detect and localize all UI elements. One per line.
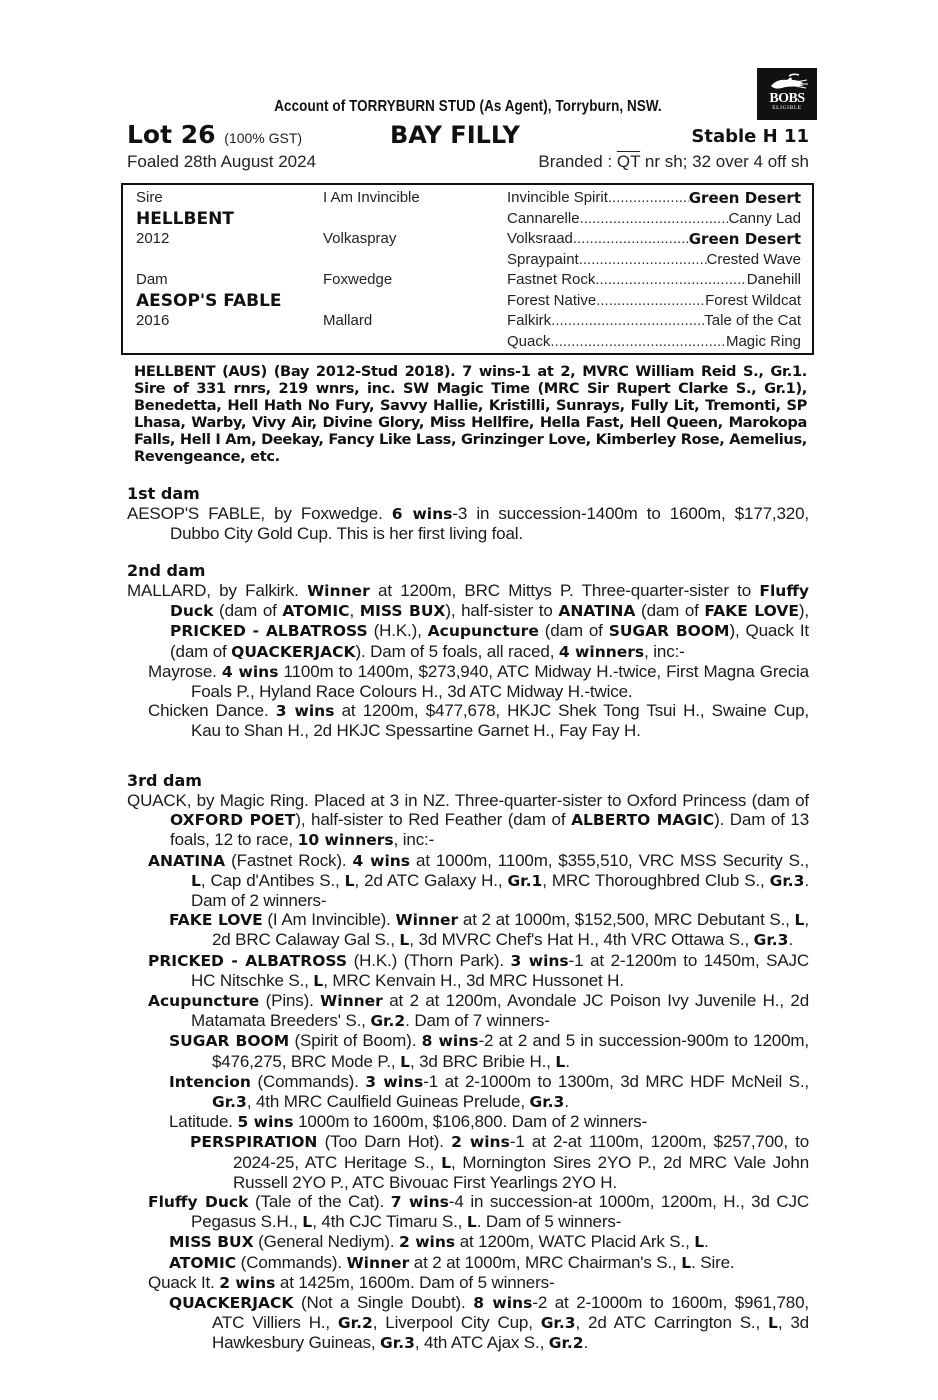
bold-run: MISS BUX — [169, 1233, 254, 1252]
bold-run: PRICKED - ALBATROSS — [170, 622, 368, 641]
dam-entry — [127, 951, 809, 991]
text-run: . — [788, 930, 794, 950]
text-run: ). Dam of 13 foals, 12 to race, — [170, 810, 810, 850]
text-run: ), half-sister to — [445, 601, 559, 621]
text-run: at 1200m, BRC Mittys P. Three-quarter-sister to — [369, 581, 760, 600]
text-run: . — [704, 1232, 709, 1252]
bobs-eligible-logo — [757, 68, 817, 120]
pedigree-row — [507, 270, 801, 291]
text-run: , Mornington Sires 2YO P., 2d MRC Vale John Russell 2YO P., ATC Bivouac First Yearlings 2YO H. — [233, 1152, 810, 1192]
bold-run: L — [191, 871, 201, 890]
pedigree-cell — [136, 332, 326, 353]
bold-run: L — [681, 1253, 692, 1272]
pedigree-cell — [136, 250, 326, 271]
gst-note: (100% GST) — [224, 130, 303, 146]
pedigree-cell: 2012 — [136, 230, 170, 247]
bold-run: QUACKERJACK — [169, 1294, 294, 1313]
bold-run: 3 wins — [275, 702, 335, 721]
text-run: at 1200m, $477,678, HKJC Shek Tong Tsui H., Swaine Cup, Kau to Shan H., 2d HKJC Spessartine Garnet H., Fay Fay H. — [191, 701, 810, 741]
dot-leader — [550, 332, 726, 353]
text-run: -2 at 2 and 5 in succession-900m to 1200m, $476,275, BRC Mode P., — [212, 1031, 809, 1071]
bold-run: 5 wins — [237, 1113, 294, 1132]
pedigree-col-parents — [136, 188, 326, 352]
section-heading: 1st dam — [127, 484, 200, 503]
bold-run: 2 wins — [399, 1233, 456, 1252]
ancestor-sire: Crested Wave — [706, 250, 801, 268]
bold-run: ANATINA — [558, 602, 636, 621]
section-1st-dam — [127, 484, 809, 543]
bold-run: Gr.2 — [337, 1314, 373, 1333]
text-run: -4 in succession-at 1000m, 1200m, H., 3d CJC Pegasus S.H., — [191, 1192, 810, 1232]
text-run: , inc:- — [393, 830, 435, 850]
ancestor-sire: Magic Ring — [725, 332, 801, 350]
text-run: (Spirit of Boom). — [289, 1031, 422, 1051]
text-run: , 2d BRC Calaway Gal S., — [212, 910, 809, 950]
text-run: (Not a Single Doubt). — [293, 1293, 474, 1313]
dot-leader — [579, 250, 707, 271]
horse-description: BAY FILLY — [390, 121, 520, 149]
text-run: (Too Darn Hot). — [317, 1132, 452, 1152]
foaled-date: Foaled 28th August 2024 — [127, 152, 317, 171]
bold-run: OXFORD POET — [170, 811, 296, 830]
text-run: (dam of — [538, 621, 609, 641]
pedigree-row — [507, 311, 801, 332]
ancestor-sire: Danehill — [746, 271, 801, 288]
bold-run: Fluffy Duck — [170, 582, 809, 621]
pedigree-cell: 2016 — [136, 312, 170, 329]
bold-run: Intencion — [169, 1072, 251, 1091]
bold-run: L — [694, 1233, 705, 1252]
bold-run: PRICKED - ALBATROSS — [148, 951, 347, 970]
text-run: (dam of — [213, 601, 283, 621]
text-run: , 2d ATC Carrington S., — [575, 1313, 768, 1333]
ancestor-sire: Green Desert — [688, 230, 801, 248]
bold-run: 2 wins — [451, 1133, 510, 1152]
horse-head-icon — [765, 72, 809, 92]
text-run: -1 at 2-1200m to 1450m, SAJC HC Nitschke S., — [191, 950, 810, 990]
bold-run: L — [794, 911, 805, 930]
text-run: at 2 at 1000m, $152,500, MRC Debutant S., — [458, 910, 795, 930]
text-run: ). Dam of 5 foals, all raced, — [355, 641, 559, 661]
pedigree-col-grandparents — [323, 188, 503, 352]
text-run: at 2 at 1200m, Avondale JC Poison Ivy Juvenile H., 2d Matamata Breeders' S., — [191, 991, 809, 1031]
bold-run: L — [302, 1213, 313, 1232]
text-run: at 2 at 1000m, MRC Chairman's S., — [409, 1252, 682, 1272]
bold-run: L — [313, 971, 324, 990]
bold-run: ANATINA — [148, 851, 226, 870]
bold-run: L — [344, 871, 355, 890]
pedigree-row — [507, 229, 801, 250]
logo-eligible-text: ELIGIBLE — [772, 105, 802, 111]
bold-run: 6 wins — [391, 505, 453, 523]
text-run: 1100m to 1400m, $273,940, ATC Midway H.-twice, First Magna Grecia Foals P., Hyland Race Colours H., 3d ATC Midway H.-twice. — [191, 661, 809, 702]
section-heading: 2nd dam — [127, 561, 206, 580]
text-run: (Tale of the Cat). — [248, 1192, 391, 1212]
ancestor-sire: Tale of the Cat — [704, 312, 801, 329]
ancestor-sire: Green Desert — [688, 189, 801, 207]
bold-run: Gr.2 — [370, 1012, 406, 1031]
bold-run: Acupuncture — [148, 992, 260, 1011]
pedigree-row — [507, 209, 801, 230]
text-run: ), — [798, 601, 810, 621]
bold-run: Gr.3 — [380, 1334, 415, 1353]
bold-run: Gr.3 — [529, 1093, 565, 1112]
dam-entry — [127, 851, 809, 911]
bold-run: FAKE LOVE — [704, 602, 799, 621]
text-run: . Dam of 7 winners- — [405, 1011, 550, 1031]
pedigree-row — [507, 291, 801, 312]
pedigree-cell — [323, 250, 503, 271]
text-run: , 3d BRC Bribie H., — [409, 1051, 556, 1071]
text-run: , 3d MVRC Chef's Hat H., 4th VRC Ottawa S., — [409, 930, 754, 950]
bold-run: 7 wins — [390, 1193, 449, 1212]
bold-run: 4 wins — [221, 662, 279, 681]
dam-entry — [127, 662, 809, 701]
text-run: (H.K.) (Thorn Park). — [347, 950, 511, 970]
pedigree-cell: HELLBENT — [136, 208, 234, 229]
text-run: at 1200m, WATC Placid Ark S., — [455, 1232, 695, 1252]
pedigree-row — [507, 250, 801, 271]
bold-run: 10 winners — [297, 831, 394, 850]
dam-entry — [127, 1192, 809, 1232]
text-run: -1 at 2-1000m to 1300m, 3d MRC HDF McNeil S., — [423, 1071, 809, 1091]
bold-run: Acupuncture — [427, 622, 539, 641]
section-2nd-dam — [127, 561, 809, 741]
bold-run: Winner — [307, 582, 370, 600]
dam-entry — [127, 1031, 809, 1071]
text-run: , MRC Kenvain H., 3d MRC Hussonet H. — [323, 970, 624, 990]
pedigree-cell: I Am Invincible — [323, 189, 420, 206]
pedigree-cell: Sire — [136, 189, 163, 206]
bold-run: Fluffy Duck — [148, 1193, 249, 1212]
bold-run: ALBERTO MAGIC — [571, 811, 715, 830]
text-run: , 4th ATC Ajax S., — [414, 1333, 549, 1353]
text-run: . Dam of 5 winners- — [476, 1212, 622, 1232]
text-run: at 1000m, 1100m, $355,510, VRC MSS Security S., — [410, 850, 809, 870]
text-run: . — [583, 1333, 589, 1353]
text-run: MALLARD, by Falkirk. — [127, 581, 308, 600]
pedigree-col-great-grandparents — [507, 188, 801, 352]
bold-run: 4 winners — [558, 642, 645, 661]
branded-label: Branded : — [538, 152, 617, 171]
pedigree-cell — [323, 209, 503, 230]
bold-run: 4 wins — [352, 851, 411, 870]
bold-run: SUGAR BOOM — [608, 622, 730, 641]
text-run: -1 at 2-at 1100m, 1200m, $257,700, to 2024-25, ATC Heritage S., — [233, 1132, 810, 1172]
text-run: , Liverpool City Cup, — [372, 1313, 541, 1333]
dam-entry — [127, 581, 809, 662]
text-run: , 4th MRC Caulfield Guineas Prelude, — [246, 1092, 530, 1112]
lot-number — [127, 120, 302, 149]
text-run: AESOP'S FABLE, by Foxwedge. — [127, 504, 392, 523]
bold-run: L — [466, 1213, 477, 1232]
pedigree-row — [507, 332, 801, 353]
text-run: QUACK, by Magic Ring. Placed at 3 in NZ. Three-quarter-sister to Oxford Princess (dam of — [127, 791, 809, 810]
text-run: , Cap d'Antibes S., — [200, 870, 345, 890]
dam-entry — [127, 1112, 809, 1132]
text-run: Chicken Dance. — [148, 701, 276, 721]
ancestor-name: Cannarelle — [507, 209, 580, 227]
text-run: 1000m to 1600m, $106,800. Dam of 2 winners- — [293, 1112, 647, 1132]
bold-run: Gr.1 — [507, 871, 543, 890]
bold-run: SUGAR BOOM — [169, 1032, 290, 1051]
bold-run: Gr.2 — [548, 1334, 584, 1353]
brand-details: nr sh; 32 over 4 off sh — [640, 152, 809, 171]
text-run: , inc:- — [644, 641, 685, 661]
brand-mark: $\overline{QT}$ — [616, 152, 641, 171]
pedigree-cell: Mallard — [323, 312, 373, 329]
dam-entry — [127, 1072, 809, 1112]
text-run: Quack It. — [148, 1272, 220, 1292]
logo-bobs-text: BOBS — [769, 91, 805, 106]
dam-entry — [127, 504, 809, 543]
pedigree-cell — [323, 332, 503, 353]
text-run: . — [565, 1051, 570, 1071]
ancestor-name: Volksraad — [507, 230, 573, 247]
text-run: (General Nediym). — [253, 1232, 400, 1252]
dot-leader — [608, 188, 689, 209]
text-run: (Pins). — [259, 991, 321, 1011]
sire-summary: HELLBENT (AUS) (Bay 2012-Stud 2018). 7 wins-1 at 2, MVRC William Reid S., Gr.1. Sire of 331 rnrs, 219 wnrs, inc. SW Magic Time (MRC Sir Rupert Clarke S., Gr.1), Benedetta, Hell Hath No Fury, Savvy Hallie, Kristilli, Sunrays, Fully Lit, Tremonti, SP Lhasa, Warby, Vivy Air, Divine Glory, Miss Hellfire, Hella Fast, Hell Queen, Marokopa Falls, Hell I Am, Deekay, Fancy Like Lass, Grinzinger Love, Kimberley Rose, Aemelius, Revengeance, etc. — [134, 363, 807, 465]
text-run: -2 at 2-1000m to 1600m, $961,780, ATC Villiers H., — [212, 1293, 809, 1333]
bold-run: QUACKERJACK — [231, 642, 356, 661]
bold-run: PERSPIRATION — [190, 1133, 318, 1152]
dam-entry — [127, 910, 809, 950]
bold-run: Gr.3 — [769, 871, 805, 890]
text-run: , — [349, 601, 360, 621]
text-run: (I Am Invincible). — [262, 910, 396, 930]
text-run: ), Quack It (dam of — [170, 621, 809, 661]
bold-run: 8 wins — [421, 1032, 479, 1051]
lot-header — [127, 120, 809, 152]
pedigree-cell: Dam — [136, 271, 168, 288]
dot-leader — [595, 270, 746, 291]
bold-run: Winner — [320, 992, 383, 1011]
bold-run: FAKE LOVE — [169, 911, 263, 930]
text-run: at 1425m, 1600m. Dam of 5 winners- — [275, 1272, 555, 1292]
ancestor-sire: Forest Wildcat — [705, 291, 801, 309]
pedigree-cell: Foxwedge — [323, 271, 393, 288]
text-run: (Fastnet Rock). — [225, 850, 353, 870]
text-run: (H.K.), — [367, 621, 428, 641]
bold-run: MISS BUX — [359, 602, 446, 621]
text-run: (dam of — [635, 601, 705, 621]
text-run: . Dam of 2 winners- — [191, 870, 810, 911]
text-run: -3 in succession-1400m to 1600m, $177,320, Dubbo City Gold Cup. This is her first living foal. — [170, 504, 809, 544]
stable-location: Stable H 11 — [691, 126, 809, 147]
dam-entry — [127, 701, 809, 740]
dam-entry — [127, 1273, 809, 1293]
bold-run: Gr.3 — [540, 1314, 576, 1333]
bold-run: L — [767, 1314, 778, 1333]
text-run: , MRC Thoroughbred Club S., — [542, 870, 770, 890]
dot-leader — [580, 209, 729, 230]
pedigree-cell — [323, 291, 503, 312]
pedigree-table — [121, 183, 814, 355]
bold-run: L — [399, 931, 410, 950]
pedigree-row — [507, 188, 801, 209]
pedigree-cell: AESOP'S FABLE — [136, 290, 282, 311]
ancestor-name: Spraypaint — [507, 250, 579, 268]
section-3rd-dam — [127, 771, 809, 1354]
dam-entry — [127, 791, 809, 851]
text-run: . — [564, 1092, 569, 1112]
dot-leader — [596, 291, 705, 312]
text-run: , 2d ATC Galaxy H., — [354, 870, 508, 890]
text-run: (Commands). — [236, 1252, 347, 1272]
text-run: Latitude. — [169, 1112, 238, 1132]
dam-entry — [127, 1132, 809, 1192]
bold-run: Gr.3 — [212, 1093, 247, 1112]
text-run: , 3d Hawkesbury Guineas, — [212, 1313, 809, 1353]
bold-run: L — [555, 1052, 566, 1071]
bold-run: 2 wins — [219, 1273, 276, 1292]
bold-run: Gr.3 — [753, 931, 789, 950]
bold-run: 8 wins — [473, 1294, 533, 1313]
dot-leader — [573, 229, 689, 250]
text-run: . Sire. — [691, 1252, 735, 1272]
ancestor-name: Invincible Spirit — [507, 189, 608, 206]
dam-entry — [127, 1293, 809, 1354]
bold-run: ATOMIC — [169, 1253, 237, 1272]
bold-run: 3 wins — [510, 951, 569, 970]
ancestor-name: Fastnet Rock — [507, 271, 596, 288]
brand-description — [538, 152, 809, 172]
section-heading: 3rd dam — [127, 771, 202, 790]
dam-entry — [127, 991, 809, 1031]
ancestor-sire: Canny Lad — [728, 209, 801, 227]
ancestor-name: Quack — [507, 332, 551, 350]
text-run: ), half-sister to Red Feather (dam of — [295, 810, 572, 830]
bold-run: Winner — [346, 1253, 410, 1272]
text-run: , 4th CJC Timaru S., — [312, 1212, 467, 1232]
ancestor-name: Forest Native — [507, 291, 597, 309]
bold-run: L — [400, 1052, 410, 1071]
dot-leader — [551, 311, 704, 332]
bold-run: Winner — [395, 911, 459, 930]
ancestor-name: Falkirk — [507, 312, 552, 329]
bold-run: 3 wins — [365, 1072, 424, 1091]
pedigree-cell: Volkaspray — [323, 230, 397, 247]
text-run: Mayrose. — [148, 661, 222, 681]
lot-label: Lot 26 — [127, 120, 216, 149]
text-run: (Commands). — [250, 1071, 366, 1091]
dam-entry — [127, 1232, 809, 1252]
dam-entry — [127, 1253, 809, 1273]
bold-run: L — [441, 1153, 451, 1172]
vendor-account: Account of TORRYBURN STUD (As Agent), Torryburn, NSW. — [274, 98, 662, 115]
bold-run: ATOMIC — [282, 602, 350, 621]
